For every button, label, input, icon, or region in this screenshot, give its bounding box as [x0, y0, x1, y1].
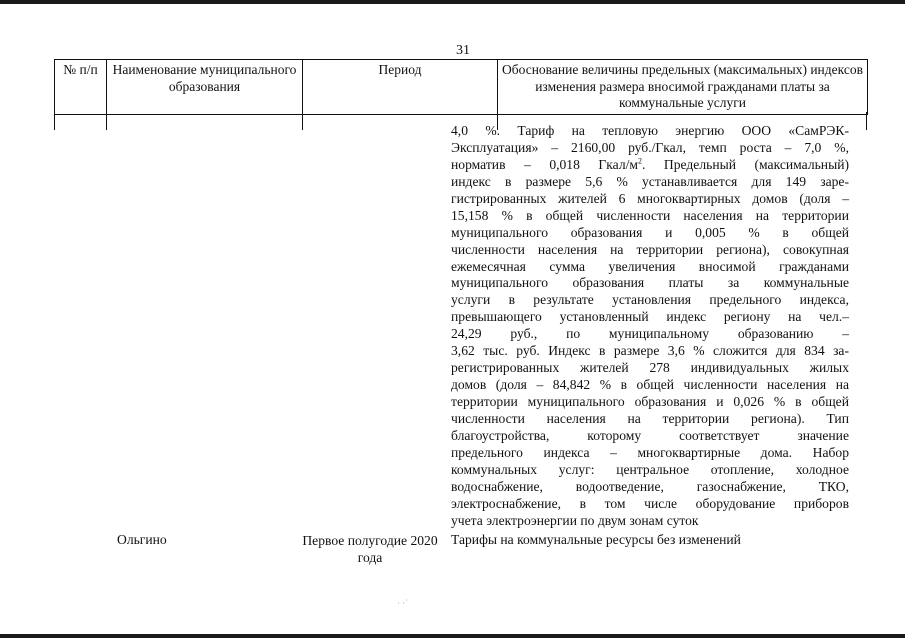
- text-line: 3,62 тыс. руб. Индекс в размере 3,6 % сложится для 834 за-: [451, 343, 849, 359]
- text-line: Эксплуатация» – 2160,00 руб./Гкал, темп роста – 7,0 %,: [451, 139, 849, 155]
- page-number: 31: [456, 43, 470, 58]
- text-line: 4,0 %. Тариф на тепловую энергию ООО «СамРЭК-: [451, 123, 849, 138]
- column-border: [106, 112, 107, 130]
- header-period: Период: [303, 60, 498, 115]
- justification-text: [451, 123, 849, 530]
- scan-border-top: [0, 0, 905, 4]
- text-line: ежемесячная сумма увеличения вносимой гражданами: [451, 258, 849, 274]
- period-value: Первое полугодие 2020 года: [302, 533, 438, 565]
- text-line: домов (доля – 84,842 % в общей численности населения на: [451, 377, 849, 393]
- text-line: численности населения на территории региона). Тип: [451, 410, 849, 426]
- text-line: муниципального образования платы за коммунальные: [451, 275, 849, 291]
- text-line: муниципального образования и 0,005 % в общей: [451, 224, 849, 240]
- text-line: гистрированных жителей 6 многоквартирных домов (доля –: [451, 190, 849, 206]
- scan-artifact: · ·˙: [397, 598, 409, 608]
- text-line: коммунальных услуг: центральное отопление, холодное: [451, 461, 849, 477]
- text-line: учета электроэнергии по двум зонам суток: [451, 512, 699, 528]
- text-line: благоустройства, которому соответствует значение: [451, 427, 849, 443]
- municipality-name: Ольгино: [117, 532, 167, 547]
- header-number: № п/п: [55, 60, 107, 115]
- text-line: превышающего установленный индекс региону на чел.–: [451, 309, 849, 325]
- text-line: численности населения на территории региона), совокупная: [451, 241, 849, 257]
- text-line: 15,158 % в общей численности населения на территории: [451, 207, 849, 223]
- text-line: 24,29 руб., по муниципальному образованию –: [451, 326, 849, 342]
- text-line: водоснабжение, водоотведение, газоснабжение, ТКО,: [451, 478, 849, 494]
- text-line: норматив – 0,018 Гкал/$м^2$. Предельный (максимальный): [451, 156, 850, 172]
- scan-border-bottom: [0, 634, 905, 638]
- text-line: предельного индекса – многоквартирные дома. Набор: [451, 444, 849, 460]
- text-line: услуги в результате установления предельного индекса,: [451, 292, 849, 308]
- text-line: электроснабжение, в том числе оборудование приборов: [451, 495, 849, 511]
- column-border: [54, 112, 55, 130]
- justification-value: Тарифы на коммунальные ресурсы без изменений: [451, 532, 741, 547]
- column-border: [866, 112, 867, 130]
- header-justification: Обоснование величины предельных (максимальных) индексов изменения размера вносимой гражданами платы за коммунальные услуги: [498, 60, 868, 115]
- header-municipality: Наименование муниципального образования: [107, 60, 303, 115]
- text-line: территории муниципального образования и 0,026 % в общей: [451, 394, 849, 409]
- text-line: индекс в размере 5,6 % устанавливается для 149 заре-: [451, 173, 849, 189]
- column-border: [302, 112, 303, 130]
- table-header: [54, 59, 868, 115]
- text-line: регистрированных жителей 278 индивидуальных жилых: [451, 360, 849, 376]
